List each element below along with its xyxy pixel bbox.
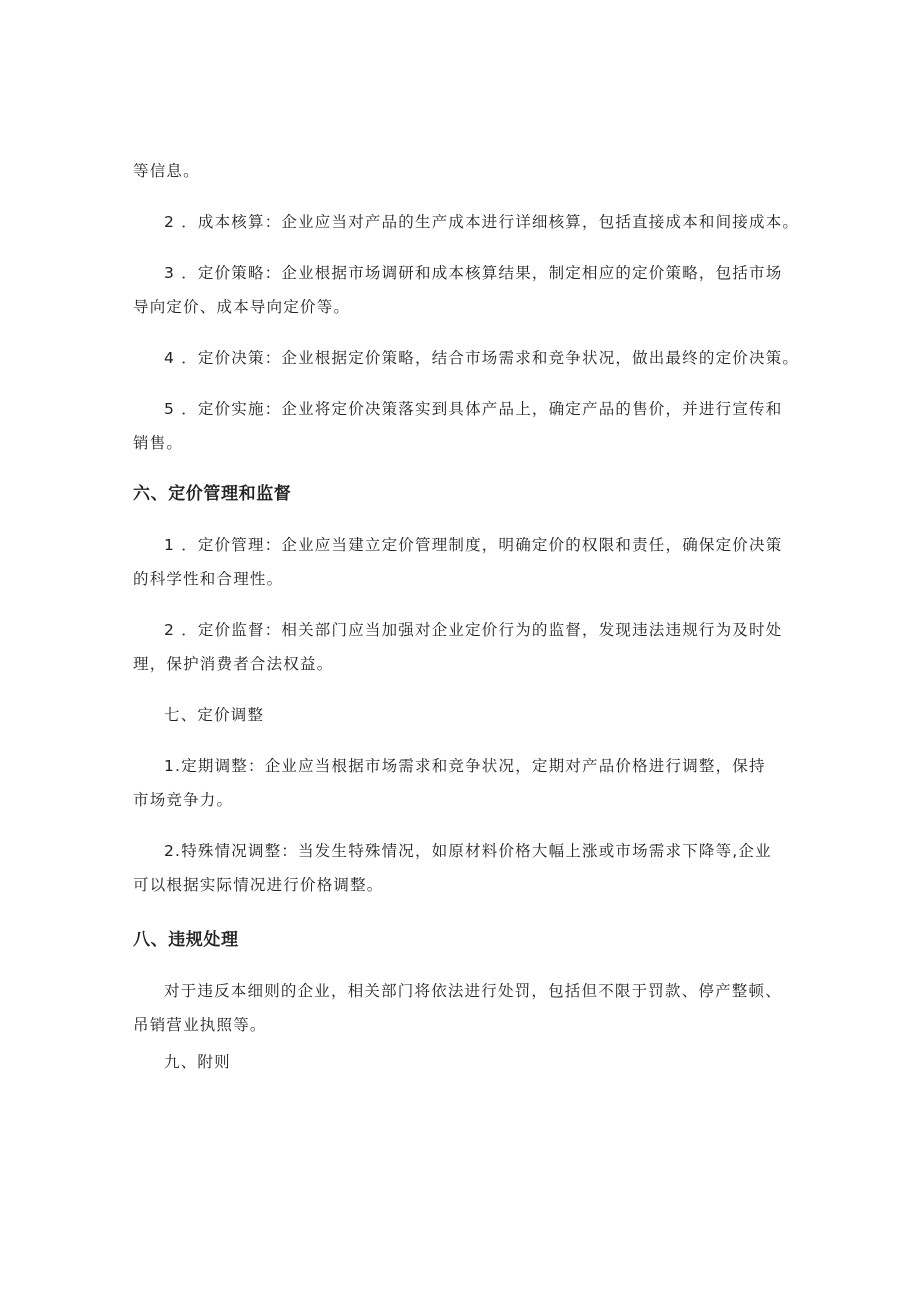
list-item-pricing-decision: 4 ．定价决策：企业根据定价策略，结合市场需求和竞争状况，做出最终的定价决策。 <box>164 349 800 367</box>
list-item-periodic-adjustment: 1.定期调整：企业应当根据市场需求和竞争状况，定期对产品价格进行调整，保持 <box>164 757 766 775</box>
text-line: 导向定价、成本导向定价等。 <box>133 298 351 316</box>
section-heading-9: 九、附则 <box>164 1053 231 1071</box>
list-item-pricing-implementation: 5 ．定价实施：企业将定价决策落实到具体产品上，确定产品的售价，并进行宣传和 <box>164 400 783 418</box>
text-line: 吊销营业执照等。 <box>133 1016 267 1034</box>
list-item-cost-accounting: 2 ．成本核算：企业应当对产品的生产成本进行详细核算，包括直接成本和间接成本。 <box>164 213 800 231</box>
list-item-pricing-strategy: 3 ．定价策略：企业根据市场调研和成本核算结果，制定相应的定价策略，包括市场 <box>164 264 783 282</box>
text-line: 销售。 <box>133 434 184 452</box>
section-heading-6: 六、定价管理和监督 <box>133 484 292 504</box>
text-line: 市场竞争力。 <box>133 791 234 809</box>
section-heading-7: 七、定价调整 <box>164 706 265 724</box>
list-item-special-adjustment: 2.特殊情况调整：当发生特殊情况，如原材料价格大幅上涨或市场需求下降等,企业 <box>164 842 772 860</box>
text-line: 等信息。 <box>133 162 200 180</box>
paragraph-violation: 对于违反本细则的企业，相关部门将依法进行处罚，包括但不限于罚款、停产整顿、 <box>164 982 782 1000</box>
section-heading-8: 八、违规处理 <box>133 930 239 950</box>
text-line: 可以根据实际情况进行价格调整。 <box>133 876 384 894</box>
list-item-pricing-management: 1 ．定价管理：企业应当建立定价管理制度，明确定价的权限和责任，确保定价决策 <box>164 536 783 554</box>
text-line: 理，保护消费者合法权益。 <box>133 655 334 673</box>
text-line: 的科学性和合理性。 <box>133 570 284 588</box>
list-item-pricing-supervision: 2 ．定价监督：相关部门应当加强对企业定价行为的监督，发现违法违规行为及时处 <box>164 621 783 639</box>
